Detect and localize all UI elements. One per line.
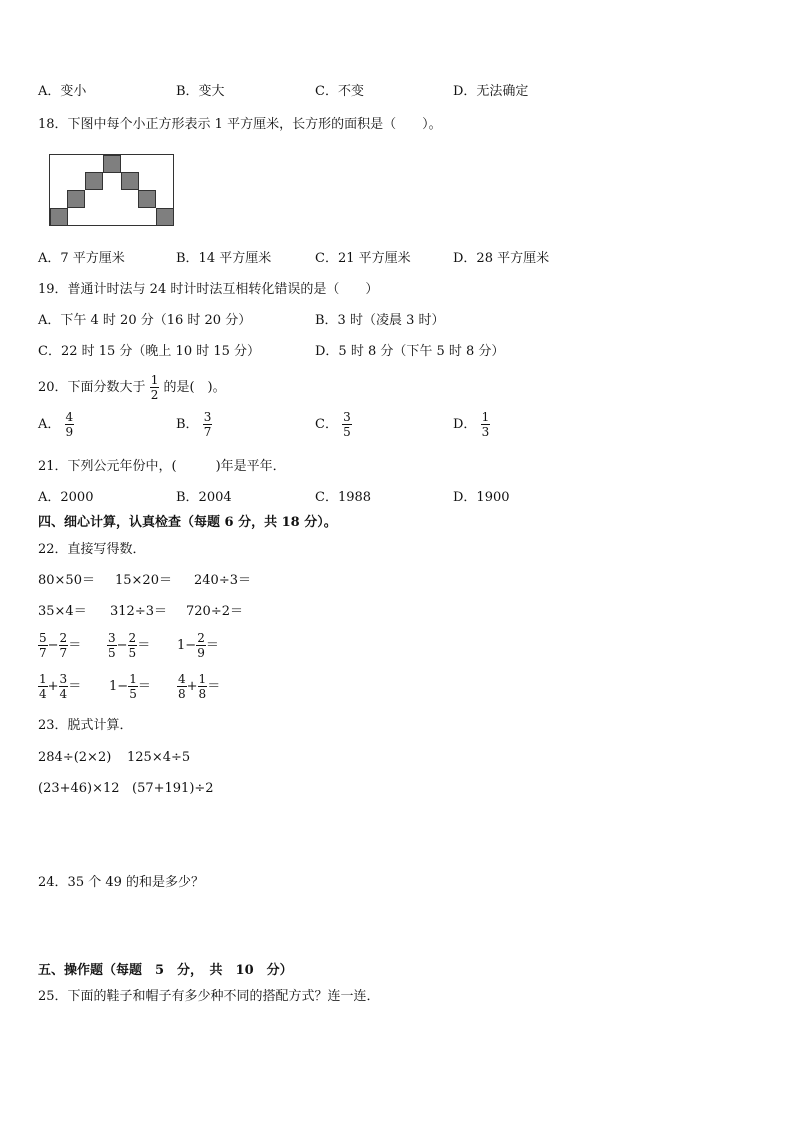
frac-num: 3	[108, 631, 116, 645]
operator: +	[47, 679, 59, 694]
q21-option-a: A．2000	[38, 490, 94, 505]
frac-den: 2	[150, 388, 159, 402]
q22-fraction-expr	[107, 632, 150, 659]
fraction	[59, 632, 69, 659]
q24-stem: 24．35 个 49 的和是多少？	[38, 875, 205, 890]
q20-stem-before: 20．下面分数大于	[38, 380, 146, 395]
fraction	[196, 632, 206, 659]
frac-num: 1	[129, 672, 137, 686]
option-label: C．	[315, 417, 338, 432]
q20-option-c	[315, 411, 352, 438]
option-label: B．	[176, 417, 199, 432]
frac-num: 3	[343, 410, 351, 424]
q25-stem: 25．下面的鞋子和帽子有多少种不同的搭配方式？连一连．	[38, 989, 380, 1004]
q22-expr: 312÷3＝	[110, 604, 167, 619]
q22-fraction-expr	[177, 673, 220, 700]
fraction	[38, 673, 48, 700]
q20-stem-after: 的是( )。	[163, 380, 226, 395]
grid-square	[121, 172, 139, 190]
q21-option-d: D．1900	[453, 490, 510, 505]
q22-fraction-expr	[109, 673, 151, 700]
q22-expr: 720÷2＝	[186, 604, 243, 619]
q18-option-a: A．7 平方厘米	[38, 251, 125, 266]
q22-expr: 15×20＝	[115, 573, 172, 588]
q19-stem: 19．普通计时法与 24 时计时法互相转化错误的是（ ）	[38, 282, 379, 297]
q21-stem: 21．下列公元年份中，( )年是平年．	[38, 459, 286, 474]
q20-option-a	[38, 411, 74, 438]
q17-option-a: A．变小	[38, 84, 87, 99]
q20-option-d	[453, 411, 490, 438]
q20-stem-fraction	[150, 374, 160, 401]
whole-number: 1	[177, 638, 186, 653]
q22-fraction-expr	[177, 632, 219, 659]
frac-den: 4	[59, 687, 68, 701]
q23-expr: (23+46)×12	[38, 781, 120, 796]
operator: −	[185, 638, 197, 653]
operator: −	[117, 679, 129, 694]
fraction	[128, 632, 138, 659]
frac-den: 7	[203, 425, 212, 439]
frac-num: 4	[178, 672, 186, 686]
frac-den: 5	[343, 425, 351, 439]
fraction	[107, 632, 117, 659]
whole-number: 1	[109, 679, 118, 694]
frac-num: 1	[39, 672, 47, 686]
q19-option-c: C．22 时 15 分（晚上 10 时 15 分）	[38, 344, 261, 359]
q17-option-d: D．无法确定	[453, 84, 529, 99]
q22-fraction-expr	[38, 632, 81, 659]
fraction	[128, 673, 138, 700]
option-fraction	[65, 411, 75, 438]
section-5-title: 五、操作题（每题 5 分， 共 10 分）	[38, 963, 293, 978]
q19-option-d: D．5 时 8 分（下午 5 时 8 分）	[315, 344, 505, 359]
equals: ＝	[68, 638, 82, 653]
q20-stem	[38, 374, 226, 401]
frac-num: 1	[198, 672, 207, 686]
operator: −	[47, 638, 59, 653]
option-label: A．	[38, 417, 61, 432]
q18-option-d: D．28 平方厘米	[453, 251, 550, 266]
frac-den: 9	[65, 425, 74, 439]
equals: ＝	[207, 679, 221, 694]
frac-den: 7	[39, 646, 47, 660]
fraction	[59, 673, 69, 700]
q22-expr: 240÷3＝	[194, 573, 251, 588]
q17-option-b: B．变大	[176, 84, 225, 99]
q21-option-b: B．2004	[176, 490, 232, 505]
q18-grid-figure	[49, 154, 174, 226]
frac-num: 5	[39, 631, 47, 645]
q18-option-c: C．21 平方厘米	[315, 251, 411, 266]
q22-fraction-expr	[38, 673, 81, 700]
q19-option-a: A．下午 4 时 20 分（16 时 20 分）	[38, 313, 252, 328]
equals: ＝	[205, 638, 219, 653]
option-fraction	[203, 411, 213, 438]
grid-square	[138, 190, 156, 208]
q23-expr: 125×4÷5	[127, 750, 191, 765]
frac-den: 7	[59, 646, 68, 660]
frac-den: 8	[198, 687, 207, 701]
grid-square	[67, 190, 85, 208]
frac-den: 8	[178, 687, 186, 701]
q22-expr: 35×4＝	[38, 604, 87, 619]
frac-num: 1	[150, 373, 159, 387]
fraction	[177, 673, 187, 700]
grid-square	[156, 208, 174, 226]
frac-den: 4	[39, 687, 47, 701]
q21-option-c: C．1988	[315, 490, 372, 505]
fraction	[38, 632, 48, 659]
equals: ＝	[137, 638, 151, 653]
frac-den: 9	[197, 646, 205, 660]
frac-num: 2	[128, 631, 137, 645]
q23-expr: (57+191)÷2	[132, 781, 214, 796]
operator: −	[116, 638, 128, 653]
frac-den: 5	[128, 646, 137, 660]
q23-stem: 23．脱式计算．	[38, 718, 133, 733]
option-fraction	[481, 411, 491, 438]
frac-num: 3	[203, 410, 212, 424]
q22-stem: 22．直接写得数．	[38, 542, 146, 557]
section-4-title: 四、细心计算，认真检查（每题 6 分，共 18 分）。	[38, 515, 337, 530]
operator: +	[186, 679, 198, 694]
option-label: D．	[453, 417, 477, 432]
frac-num: 1	[481, 410, 490, 424]
frac-num: 2	[59, 631, 68, 645]
grid-square	[103, 155, 121, 173]
fraction	[198, 673, 208, 700]
q17-option-c: C．不变	[315, 84, 364, 99]
q22-expr: 80×50＝	[38, 573, 95, 588]
q18-option-b: B．14 平方厘米	[176, 251, 272, 266]
option-fraction	[342, 411, 352, 438]
frac-den: 5	[129, 687, 137, 701]
frac-num: 4	[65, 410, 74, 424]
frac-num: 2	[197, 631, 205, 645]
equals: ＝	[137, 679, 151, 694]
grid-square	[50, 208, 68, 226]
frac-den: 5	[108, 646, 116, 660]
grid-square	[85, 172, 103, 190]
q20-option-b	[176, 411, 212, 438]
equals: ＝	[68, 679, 82, 694]
frac-num: 3	[59, 672, 68, 686]
frac-den: 3	[481, 425, 490, 439]
q19-option-b: B．3 时（凌晨 3 时）	[315, 313, 445, 328]
q23-expr: 284÷(2×2)	[38, 750, 112, 765]
q18-stem: 18．下图中每个小正方形表示 1 平方厘米，长方形的面积是（ ）。	[38, 117, 442, 132]
